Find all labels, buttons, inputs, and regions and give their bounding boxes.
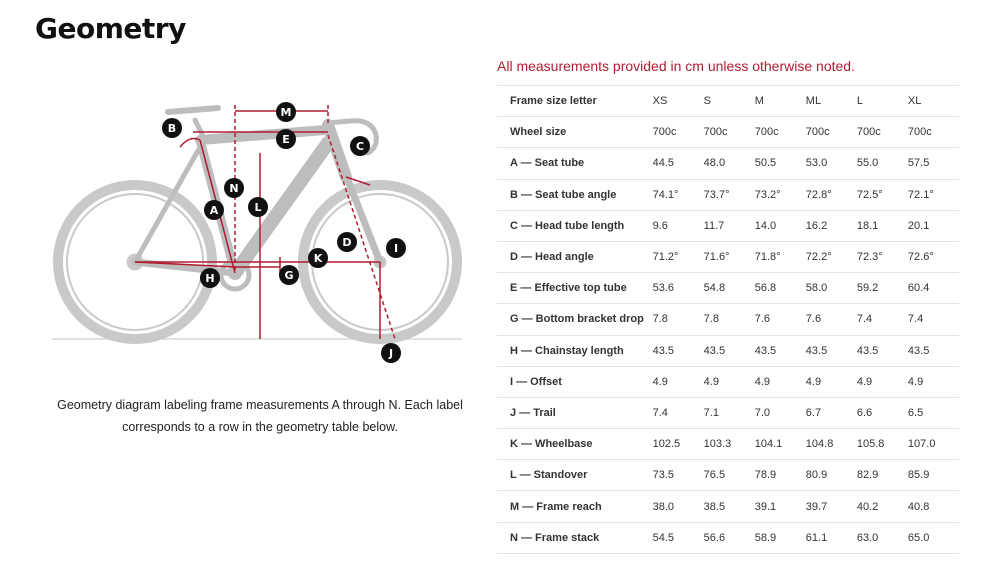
value-cell: 50.5	[755, 148, 806, 179]
label-j-text: J	[388, 347, 394, 360]
value-cell: 7.8	[653, 304, 704, 335]
value-cell: 72.3°	[857, 241, 908, 272]
value-cell: 700c	[704, 117, 755, 148]
value-cell: 700c	[806, 117, 857, 148]
value-cell: 48.0	[704, 148, 755, 179]
value-cell: 59.2	[857, 273, 908, 304]
value-cell: 7.8	[704, 304, 755, 335]
label-d-text: D	[342, 236, 352, 249]
label-b-text: B	[167, 122, 177, 135]
value-cell: 7.4	[857, 304, 908, 335]
value-cell: 39.7	[806, 491, 857, 522]
value-cell: 7.0	[755, 397, 806, 428]
table-row	[497, 491, 959, 522]
size-header-cell: XL	[908, 86, 959, 117]
table-row	[497, 210, 959, 241]
value-cell: 43.5	[806, 335, 857, 366]
value-cell: 7.1	[704, 397, 755, 428]
label-l-badge	[248, 197, 268, 217]
label-j-badge	[381, 343, 401, 363]
value-cell: 72.2°	[806, 241, 857, 272]
value-cell: 58.9	[755, 522, 806, 553]
label-c-text: C	[355, 140, 365, 153]
size-header-cell: L	[857, 86, 908, 117]
value-cell: 71.8°	[755, 241, 806, 272]
table-header-row	[497, 86, 959, 117]
value-cell: 4.9	[857, 366, 908, 397]
value-cell: 60.4	[908, 273, 959, 304]
value-cell: 40.2	[857, 491, 908, 522]
label-b-badge	[162, 118, 182, 138]
value-cell: 105.8	[857, 429, 908, 460]
label-l-text: L	[254, 201, 262, 214]
table-row	[497, 273, 959, 304]
value-cell: 38.5	[704, 491, 755, 522]
page-title: Geometry	[35, 12, 186, 45]
label-a-badge	[204, 200, 224, 220]
value-cell: 700c	[908, 117, 959, 148]
value-cell: 104.1	[755, 429, 806, 460]
label-d-badge	[337, 232, 357, 252]
value-cell: 55.0	[857, 148, 908, 179]
row-label: L — Standover	[497, 460, 653, 491]
value-cell: 73.2°	[755, 179, 806, 210]
table-row	[497, 397, 959, 428]
value-cell: 43.5	[755, 335, 806, 366]
row-label: G — Bottom bracket drop	[497, 304, 653, 335]
value-cell: 43.5	[908, 335, 959, 366]
value-cell: 57.5	[908, 148, 959, 179]
value-cell: 71.2°	[653, 241, 704, 272]
value-cell: 4.9	[653, 366, 704, 397]
label-n-badge	[224, 178, 244, 198]
value-cell: 11.7	[704, 210, 755, 241]
value-cell: 6.7	[806, 397, 857, 428]
table-row	[497, 148, 959, 179]
value-cell: 72.1°	[908, 179, 959, 210]
value-cell: 54.5	[653, 522, 704, 553]
label-i-badge	[386, 238, 406, 258]
row-label: B — Seat tube angle	[497, 179, 653, 210]
label-h-text: H	[205, 272, 215, 285]
value-cell: 73.5	[653, 460, 704, 491]
value-cell: 4.9	[704, 366, 755, 397]
value-cell: 18.1	[857, 210, 908, 241]
value-cell: 16.2	[806, 210, 857, 241]
size-header-cell: XS	[653, 86, 704, 117]
value-cell: 6.6	[857, 397, 908, 428]
row-label: M — Frame reach	[497, 491, 653, 522]
value-cell: 38.0	[653, 491, 704, 522]
value-cell: 76.5	[704, 460, 755, 491]
table-row	[497, 335, 959, 366]
table-row	[497, 304, 959, 335]
table-row	[497, 117, 959, 148]
value-cell: 43.5	[857, 335, 908, 366]
row-label: K — Wheelbase	[497, 429, 653, 460]
value-cell: 700c	[857, 117, 908, 148]
row-label: H — Chainstay length	[497, 335, 653, 366]
value-cell: 7.6	[755, 304, 806, 335]
value-cell: 63.0	[857, 522, 908, 553]
label-i-text: I	[393, 242, 399, 255]
value-cell: 80.9	[806, 460, 857, 491]
label-a-text: A	[209, 204, 219, 217]
label-g-text: G	[284, 269, 294, 282]
value-cell: 43.5	[653, 335, 704, 366]
label-m-badge	[276, 102, 296, 122]
row-label: J — Trail	[497, 397, 653, 428]
table-row	[497, 429, 959, 460]
value-cell: 107.0	[908, 429, 959, 460]
value-cell: 104.8	[806, 429, 857, 460]
table-row	[497, 241, 959, 272]
value-cell: 103.3	[704, 429, 755, 460]
row-label: N — Frame stack	[497, 522, 653, 553]
value-cell: 74.1°	[653, 179, 704, 210]
value-cell: 82.9	[857, 460, 908, 491]
value-cell: 102.5	[653, 429, 704, 460]
bike-geometry-diagram	[50, 95, 470, 375]
value-cell: 56.8	[755, 273, 806, 304]
measurement-note: All measurements provided in cm unless otherwise noted.	[497, 58, 855, 74]
value-cell: 53.6	[653, 273, 704, 304]
row-label: C — Head tube length	[497, 210, 653, 241]
value-cell: 85.9	[908, 460, 959, 491]
value-cell: 700c	[653, 117, 704, 148]
table-row	[497, 366, 959, 397]
value-cell: 9.6	[653, 210, 704, 241]
value-cell: 72.5°	[857, 179, 908, 210]
row-label: A — Seat tube	[497, 148, 653, 179]
value-cell: 58.0	[806, 273, 857, 304]
value-cell: 4.9	[908, 366, 959, 397]
row-label: I — Offset	[497, 366, 653, 397]
table-row	[497, 460, 959, 491]
value-cell: 54.8	[704, 273, 755, 304]
label-e-text: E	[282, 133, 290, 146]
geometry-table	[497, 85, 959, 554]
value-cell: 40.8	[908, 491, 959, 522]
diagram-caption: Geometry diagram labeling frame measurements A through N. Each label corresponds to a row in the geometry table below.	[57, 398, 463, 434]
header-cell: Frame size letter	[497, 86, 653, 117]
value-cell: 7.6	[806, 304, 857, 335]
value-cell: 7.4	[653, 397, 704, 428]
row-label: E — Effective top tube	[497, 273, 653, 304]
size-header-cell: S	[704, 86, 755, 117]
value-cell: 700c	[755, 117, 806, 148]
label-c-badge	[350, 136, 370, 156]
value-cell: 56.6	[704, 522, 755, 553]
value-cell: 44.5	[653, 148, 704, 179]
label-e-badge	[276, 129, 296, 149]
value-cell: 4.9	[806, 366, 857, 397]
value-cell: 71.6°	[704, 241, 755, 272]
value-cell: 14.0	[755, 210, 806, 241]
value-cell: 39.1	[755, 491, 806, 522]
value-cell: 72.6°	[908, 241, 959, 272]
value-cell: 61.1	[806, 522, 857, 553]
value-cell: 73.7°	[704, 179, 755, 210]
label-h-badge	[200, 268, 220, 288]
table-row	[497, 522, 959, 553]
label-m-text: M	[280, 106, 292, 119]
row-label: Wheel size	[497, 117, 653, 148]
value-cell: 20.1	[908, 210, 959, 241]
row-label: D — Head angle	[497, 241, 653, 272]
table-row	[497, 179, 959, 210]
label-n-text: N	[229, 182, 239, 195]
value-cell: 65.0	[908, 522, 959, 553]
label-g-badge	[279, 265, 299, 285]
value-cell: 7.4	[908, 304, 959, 335]
size-header-cell: ML	[806, 86, 857, 117]
value-cell: 6.5	[908, 397, 959, 428]
value-cell: 4.9	[755, 366, 806, 397]
value-cell: 53.0	[806, 148, 857, 179]
value-cell: 78.9	[755, 460, 806, 491]
value-cell: 72.8°	[806, 179, 857, 210]
label-k-text: K	[313, 252, 323, 265]
value-cell: 43.5	[704, 335, 755, 366]
label-k-badge	[308, 248, 328, 268]
size-header-cell: M	[755, 86, 806, 117]
